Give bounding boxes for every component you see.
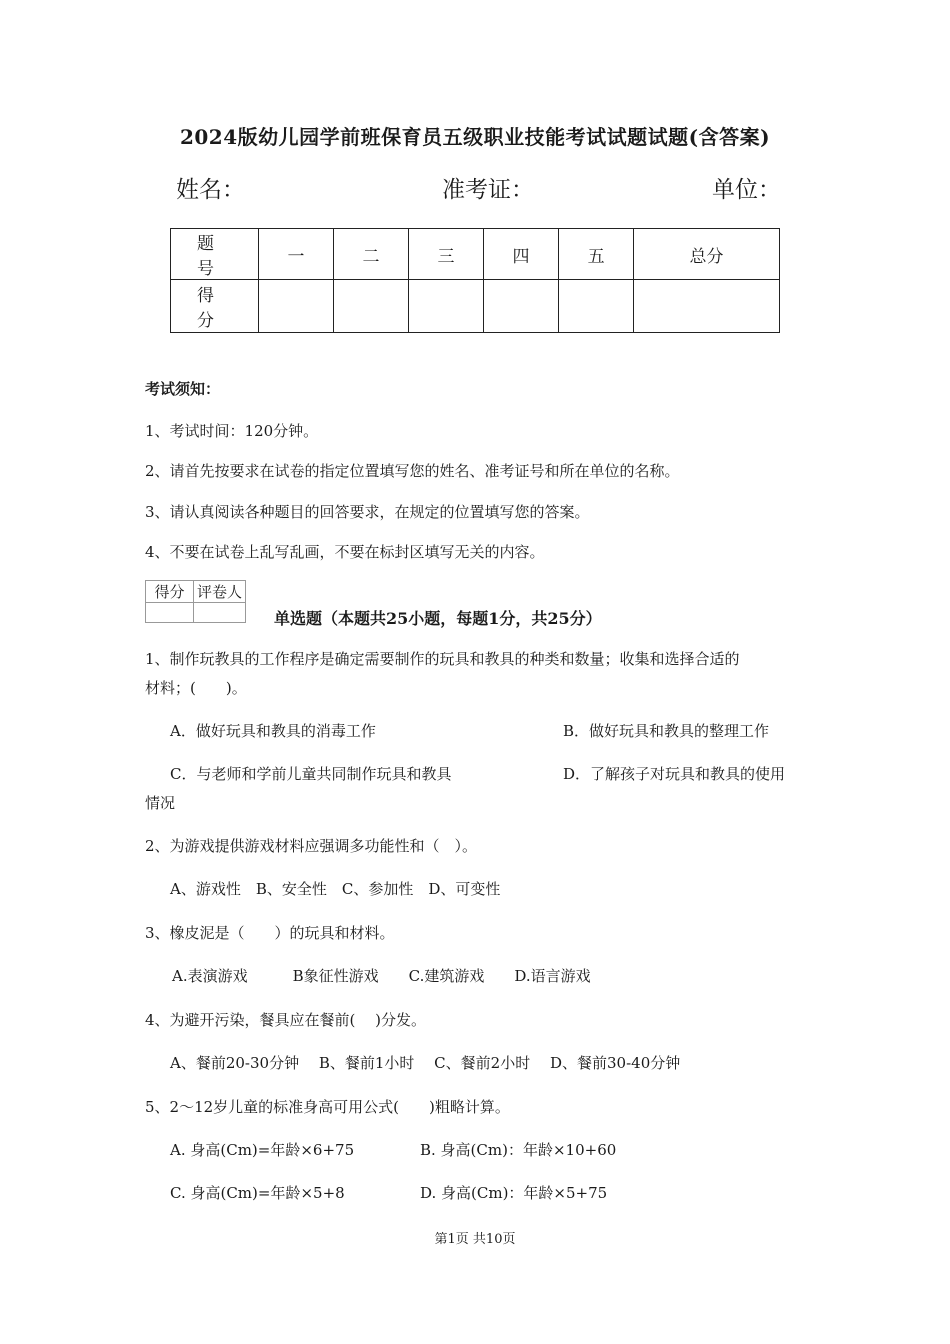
name-field-label: 姓名： [176, 177, 245, 203]
page-footer: 第1页 共10页 [434, 1232, 516, 1247]
grader-score-cell[interactable] [146, 603, 194, 623]
notice-heading: 考试须知： [145, 380, 221, 398]
question-5: 5、2～12岁儿童的标准身高可用公式( )粗略计算。 [145, 1098, 510, 1116]
question-4: 4、为避开污染，餐具应在餐前( )分发。 [145, 1011, 427, 1029]
options-4[interactable]: A、餐前20-30分钟 B、餐前1小时 C、餐前2小时 D、餐前30-40分钟 [170, 1054, 681, 1072]
options-3[interactable]: A.表演游戏 B象征性游戏 C.建筑游戏 D.语言游戏 [172, 967, 591, 985]
notice-item: 4、不要在试卷上乱写乱画，不要在标封区填写无关的内容。 [145, 543, 545, 561]
option-1d-cont: 情况 [145, 794, 176, 812]
option-5d[interactable]: D. 身高(Cm)：年龄×5+75 [420, 1184, 608, 1202]
grader-score-label: 得分 [146, 581, 194, 603]
grader-name-cell[interactable] [194, 603, 246, 623]
notice-item: 1、考试时间：120分钟。 [145, 422, 319, 440]
score-table-cell: 总分 [634, 229, 780, 280]
score-table-cell: 题 号 [171, 229, 259, 280]
score-input-cell[interactable] [484, 280, 559, 333]
option-1a[interactable]: A．做好玩具和教具的消毒工作 [170, 722, 376, 740]
id-field-label: 准考证： [442, 177, 534, 203]
score-table [170, 228, 780, 333]
question-2: 2、为游戏提供游戏材料应强调多功能性和（ ）。 [145, 837, 478, 855]
document-title: 2024版幼儿园学前班保育员五级职业技能考试试题试题(含答案) [179, 125, 771, 149]
option-5a[interactable]: A. 身高(Cm)=年龄×6+75 [170, 1141, 355, 1159]
notice-item: 3、请认真阅读各种题目的回答要求，在规定的位置填写您的答案。 [145, 503, 590, 521]
score-table-cell: 一 [259, 229, 334, 280]
option-5c[interactable]: C. 身高(Cm)=年龄×5+8 [170, 1184, 345, 1202]
score-table-cell: 五 [559, 229, 634, 280]
score-input-cell[interactable] [559, 280, 634, 333]
question-1-cont: 材料；( )。 [145, 679, 247, 697]
option-1b[interactable]: B．做好玩具和教具的整理工作 [563, 722, 770, 740]
score-table-cell: 得 分 [171, 280, 259, 333]
grader-name-label: 评卷人 [194, 581, 246, 603]
question-3: 3、橡皮泥是（ ）的玩具和材料。 [145, 924, 395, 942]
option-1d[interactable]: D．了解孩子对玩具和教具的使用 [563, 765, 786, 783]
option-5b[interactable]: B. 身高(Cm)：年龄×10+60 [420, 1141, 617, 1159]
score-table-header-row [171, 229, 780, 280]
score-table-cell: 三 [409, 229, 484, 280]
score-input-cell[interactable] [634, 280, 780, 333]
score-input-cell[interactable] [334, 280, 409, 333]
score-table-score-row [171, 280, 780, 333]
options-2[interactable]: A、游戏性 B、安全性 C、参加性 D、可变性 [170, 880, 501, 898]
unit-field-label: 单位： [712, 177, 781, 203]
score-table-cell: 四 [484, 229, 559, 280]
score-input-cell[interactable] [409, 280, 484, 333]
question-1: 1、制作玩教具的工作程序是确定需要制作的玩具和教具的种类和数量；收集和选择合适的 [145, 650, 740, 668]
candidate-fields [0, 171, 950, 203]
score-input-cell[interactable] [259, 280, 334, 333]
section-title: 单选题（本题共25小题，每题1分，共25分） [274, 609, 602, 628]
notice-item: 2、请首先按要求在试卷的指定位置填写您的姓名、准考证号和所在单位的名称。 [145, 462, 680, 480]
score-table-cell: 二 [334, 229, 409, 280]
option-1c[interactable]: C．与老师和学前儿童共同制作玩具和教具 [170, 765, 452, 783]
grader-box [145, 580, 246, 623]
